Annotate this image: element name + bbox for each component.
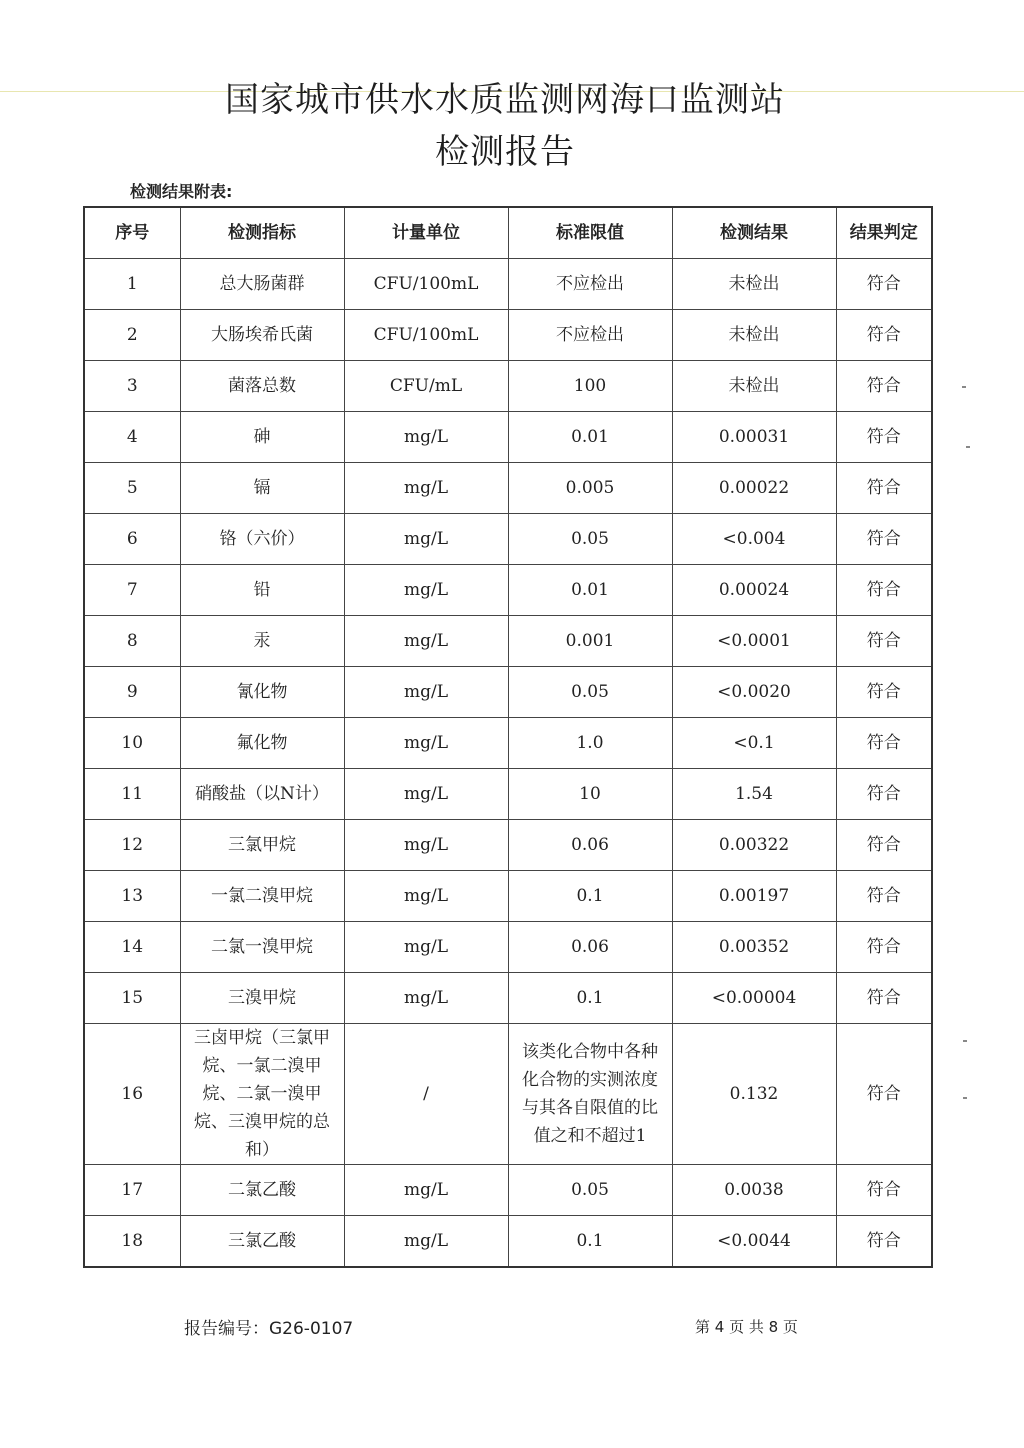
table-row: [84, 922, 932, 973]
cell-indicator: 氟化物: [180, 718, 344, 769]
cell-judgement: 符合: [836, 514, 932, 565]
cell-index: 9: [84, 667, 180, 718]
cell-result: <0.00004: [672, 973, 836, 1024]
table-row: [84, 259, 932, 310]
results-table-body: [84, 259, 932, 1268]
cell-result: 0.00322: [672, 820, 836, 871]
cell-indicator: 三卤甲烷（三氯甲烷、一氯二溴甲烷、二氯一溴甲烷、三溴甲烷的总和）: [180, 1024, 344, 1165]
column-header: 检测指标: [180, 207, 344, 259]
cell-indicator: 三氯乙酸: [180, 1216, 344, 1268]
cell-limit: 0.01: [508, 412, 672, 463]
cell-index: 2: [84, 310, 180, 361]
cell-result: <0.004: [672, 514, 836, 565]
cell-unit: mg/L: [344, 565, 508, 616]
cell-judgement: 符合: [836, 463, 932, 514]
cell-indicator: 砷: [180, 412, 344, 463]
cell-limit: 0.06: [508, 922, 672, 973]
cell-indicator: 二氯一溴甲烷: [180, 922, 344, 973]
cell-limit: 100: [508, 361, 672, 412]
cell-unit: mg/L: [344, 1216, 508, 1268]
cell-index: 1: [84, 259, 180, 310]
cell-judgement: 符合: [836, 667, 932, 718]
cell-result: <0.1: [672, 718, 836, 769]
cell-judgement: 符合: [836, 820, 932, 871]
cell-index: 7: [84, 565, 180, 616]
cell-indicator: 三氯甲烷: [180, 820, 344, 871]
cell-indicator: 铅: [180, 565, 344, 616]
cell-result: 0.00031: [672, 412, 836, 463]
cell-result: 未检出: [672, 361, 836, 412]
results-table-header: [84, 207, 932, 259]
cell-limit: 不应检出: [508, 259, 672, 310]
cell-limit: 10: [508, 769, 672, 820]
table-row: [84, 973, 932, 1024]
cell-index: 18: [84, 1216, 180, 1268]
table-row: [84, 1216, 932, 1268]
cell-limit: 1.0: [508, 718, 672, 769]
cell-limit: 0.05: [508, 1165, 672, 1216]
cell-indicator: 三溴甲烷: [180, 973, 344, 1024]
scan-speck: [966, 446, 970, 448]
cell-indicator: 铬（六价）: [180, 514, 344, 565]
report-number: 报告编号：G26-0107: [184, 1319, 354, 1339]
cell-index: 10: [84, 718, 180, 769]
cell-judgement: 符合: [836, 259, 932, 310]
cell-result: <0.0020: [672, 667, 836, 718]
cell-index: 12: [84, 820, 180, 871]
cell-result: 未检出: [672, 259, 836, 310]
cell-judgement: 符合: [836, 922, 932, 973]
table-caption: 检测结果附表:: [130, 182, 233, 201]
cell-unit: CFU/100mL: [344, 310, 508, 361]
cell-judgement: 符合: [836, 616, 932, 667]
cell-indicator: 大肠埃希氏菌: [180, 310, 344, 361]
cell-unit: mg/L: [344, 514, 508, 565]
cell-judgement: 符合: [836, 871, 932, 922]
column-header: 结果判定: [836, 207, 932, 259]
cell-result: 0.00022: [672, 463, 836, 514]
cell-unit: mg/L: [344, 463, 508, 514]
cell-result: <0.0001: [672, 616, 836, 667]
cell-unit: mg/L: [344, 820, 508, 871]
cell-unit: mg/L: [344, 412, 508, 463]
cell-unit: CFU/100mL: [344, 259, 508, 310]
cell-limit: 0.1: [508, 871, 672, 922]
cell-index: 3: [84, 361, 180, 412]
cell-result: 未检出: [672, 310, 836, 361]
table-row: [84, 514, 932, 565]
page-number: 第 4 页 共 8 页: [695, 1318, 798, 1336]
report-organization-title: 国家城市供水水质监测网海口监测站: [225, 80, 785, 120]
scan-speck: [963, 1097, 967, 1099]
cell-indicator: 二氯乙酸: [180, 1165, 344, 1216]
cell-limit: 0.1: [508, 973, 672, 1024]
cell-limit: 该类化合物中各种化合物的实测浓度与其各自限值的比值之和不超过1: [508, 1024, 672, 1165]
cell-judgement: 符合: [836, 1024, 932, 1165]
table-row: [84, 820, 932, 871]
table-row: [84, 463, 932, 514]
column-header: 标准限值: [508, 207, 672, 259]
table-row: [84, 667, 932, 718]
cell-indicator: 总大肠菌群: [180, 259, 344, 310]
cell-limit: 0.1: [508, 1216, 672, 1268]
cell-limit: 0.06: [508, 820, 672, 871]
cell-limit: 0.05: [508, 514, 672, 565]
cell-judgement: 符合: [836, 718, 932, 769]
cell-judgement: 符合: [836, 565, 932, 616]
cell-judgement: 符合: [836, 1165, 932, 1216]
cell-unit: mg/L: [344, 973, 508, 1024]
cell-unit: CFU/mL: [344, 361, 508, 412]
cell-indicator: 硝酸盐（以N计）: [180, 769, 344, 820]
cell-result: 0.132: [672, 1024, 836, 1165]
cell-unit: mg/L: [344, 871, 508, 922]
cell-unit: mg/L: [344, 1165, 508, 1216]
table-row: [84, 1024, 932, 1165]
cell-unit: mg/L: [344, 616, 508, 667]
cell-judgement: 符合: [836, 412, 932, 463]
table-row: [84, 361, 932, 412]
cell-limit: 不应检出: [508, 310, 672, 361]
cell-unit: mg/L: [344, 667, 508, 718]
cell-limit: 0.005: [508, 463, 672, 514]
table-row: [84, 871, 932, 922]
cell-judgement: 符合: [836, 973, 932, 1024]
cell-unit: mg/L: [344, 769, 508, 820]
cell-index: 17: [84, 1165, 180, 1216]
scan-speck: [963, 1040, 967, 1042]
cell-indicator: 镉: [180, 463, 344, 514]
cell-result: 0.00352: [672, 922, 836, 973]
cell-result: 0.00024: [672, 565, 836, 616]
cell-index: 5: [84, 463, 180, 514]
cell-indicator: 汞: [180, 616, 344, 667]
cell-result: 1.54: [672, 769, 836, 820]
report-title: 检测报告: [435, 132, 575, 172]
column-header: 序号: [84, 207, 180, 259]
cell-result: 0.00197: [672, 871, 836, 922]
cell-unit: mg/L: [344, 922, 508, 973]
scan-speck: [962, 386, 966, 388]
cell-index: 15: [84, 973, 180, 1024]
cell-result: <0.0044: [672, 1216, 836, 1268]
cell-result: 0.0038: [672, 1165, 836, 1216]
table-row: [84, 412, 932, 463]
cell-indicator: 一氯二溴甲烷: [180, 871, 344, 922]
cell-judgement: 符合: [836, 310, 932, 361]
cell-indicator: 菌落总数: [180, 361, 344, 412]
cell-index: 14: [84, 922, 180, 973]
cell-limit: 0.05: [508, 667, 672, 718]
cell-index: 6: [84, 514, 180, 565]
cell-index: 11: [84, 769, 180, 820]
cell-unit: mg/L: [344, 718, 508, 769]
table-row: [84, 718, 932, 769]
column-header: 计量单位: [344, 207, 508, 259]
header-row: [84, 207, 932, 259]
table-row: [84, 310, 932, 361]
results-table: [83, 206, 933, 1268]
cell-unit: /: [344, 1024, 508, 1165]
table-row: [84, 1165, 932, 1216]
column-header: 检测结果: [672, 207, 836, 259]
cell-index: 13: [84, 871, 180, 922]
table-row: [84, 769, 932, 820]
cell-judgement: 符合: [836, 769, 932, 820]
cell-index: 8: [84, 616, 180, 667]
cell-judgement: 符合: [836, 361, 932, 412]
cell-index: 16: [84, 1024, 180, 1165]
table-row: [84, 565, 932, 616]
cell-indicator: 氰化物: [180, 667, 344, 718]
cell-judgement: 符合: [836, 1216, 932, 1268]
cell-limit: 0.01: [508, 565, 672, 616]
cell-limit: 0.001: [508, 616, 672, 667]
table-row: [84, 616, 932, 667]
cell-index: 4: [84, 412, 180, 463]
